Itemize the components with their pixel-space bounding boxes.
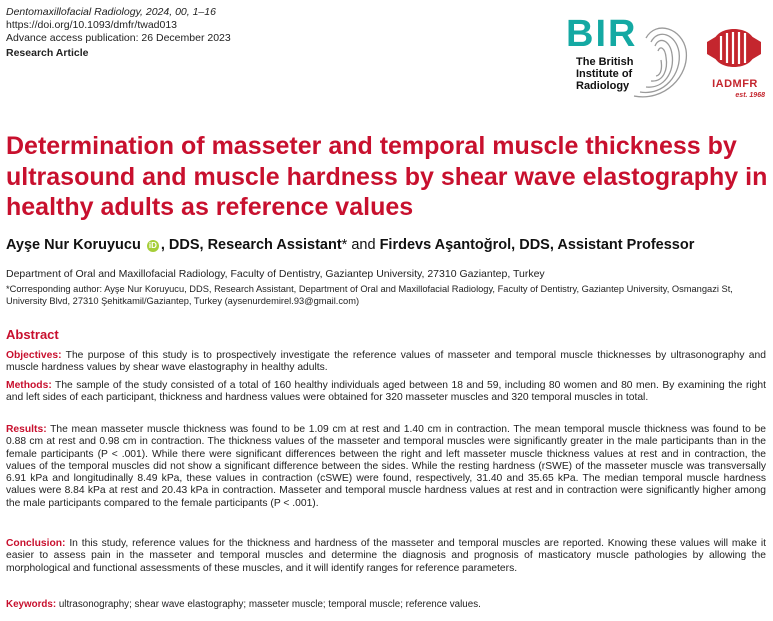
article-type: Research Article [6,47,89,59]
corresponding-mark: * [341,237,348,253]
results-text: The mean masseter muscle thickness was found to be 1.09 cm at rest and 1.40 cm in contraction. The mean temporal muscle thickness was found to be 0.88 cm at rest and 0.98 cm in contraction. The thickness values of the masseter and temporal muscles were significantly greater in the male participants than in the female participants (P < .001). While there were significant differences between the right and left masseter muscle thickness values at rest and in contraction, the values of the temporal muscles did not show a significant difference between the sides. While the resting hardness (rSWE) of the masseter muscle was transversally 6.91 kPa and longitudinally 8.49 kPa, these values in contraction (cSWE) were found, respectively, 31.40 and 35.65 kPa. The median temporal muscle hardness values were 8.84 kPa at rest and 20.43 kPa in contraction. Masseter and temporal muscle hardness values at rest and in contraction were significantly higher among the male participants compared to the female participants (P < .001). [6,424,766,509]
results-label: Results: [6,424,47,435]
abstract-conclusion [6,538,766,575]
objectives-label: Objectives: [6,350,62,361]
article-header [6,6,231,60]
abstract-methods [6,380,766,405]
author-conjunction: and [347,237,380,253]
bir-letters: BIR [566,13,638,55]
keywords-text: ultrasonography; shear wave elastography; masseter muscle; temporal muscle; reference values. [56,599,481,610]
conclusion-text: In this study, reference values for the thickness and hardness of the masseter and temporal muscles are reported. Knowing these values will make it easier to assess pain in the masseter and temporal muscles and determine the diagnosis and prognosis of masticatory muscle pathologies by allowing the morphological and functional assessments of these muscles, and it will identify ranges for reference parameters. [6,538,766,574]
corresponding-author-note: *Corresponding author: Ayşe Nur Koruyucu, DDS, Research Assistant, Department of Oral and Maxillofacial Radiology, Faculty of Dentistry, Gaziantep University, Osmangazi St, University Blvd, 27310 Şehitkamil/Gaziantep, Turkey (aysenurdemirel.93@gmail.com) [6,284,733,306]
author-line [6,237,694,253]
iadmfr-name: IADMFR [712,78,758,90]
orcid-icon[interactable]: iD [148,241,157,250]
journal-citation: Dentomaxillofacial Radiology, 2024, 00, 1–16 [6,6,216,18]
author-1-name[interactable]: Ayşe Nur Koruyucu [6,237,141,253]
abstract-results [6,424,766,510]
author-2-name[interactable]: Firdevs Aşantoğrol, DDS, Assistant Professor [379,237,695,253]
conclusion-label: Conclusion: [6,538,66,549]
abstract-heading: Abstract [6,327,59,342]
iadmfr-emblem-icon [707,22,761,74]
bir-logo [566,14,696,106]
affiliation: Department of Oral and Maxillofacial Radiology, Faculty of Dentistry, Gaziantep University, 27310 Gaziantep, Turkey [6,268,545,280]
objectives-text: The purpose of this study is to prospectively investigate the reference values of masseter and temporal muscle thicknesses by ultrasonography and muscle hardness values by shear wave elastography in healthy adults. [6,350,766,374]
methods-label: Methods: [6,380,52,391]
bir-institute-name: The British Institute of Radiology [576,56,634,92]
author-1-role: , DDS, Research Assistant [160,237,342,253]
methods-text: The sample of the study consisted of a total of 160 healthy individuals aged between 18 and 59, including 80 women and 80 men. By examining the right and left sides of each participant, thickness and hardness values were obtained for 320 masseter muscles and 320 temporal muscles in total. [6,380,766,404]
advance-access-date: Advance access publication: 26 December 2023 [6,32,231,44]
iadmfr-logo [703,22,767,106]
abstract-objectives [6,350,766,375]
doi-link[interactable]: https://doi.org/10.1093/dmfr/twad013 [6,19,178,31]
article-title: Determination of masseter and temporal muscle thickness by ultrasound and muscle hardness by shear wave elastography in healthy adults as reference values [6,132,768,221]
keywords-label: Keywords: [6,599,57,610]
iadmfr-established: est. 1968 [735,92,765,99]
keywords [6,599,481,610]
